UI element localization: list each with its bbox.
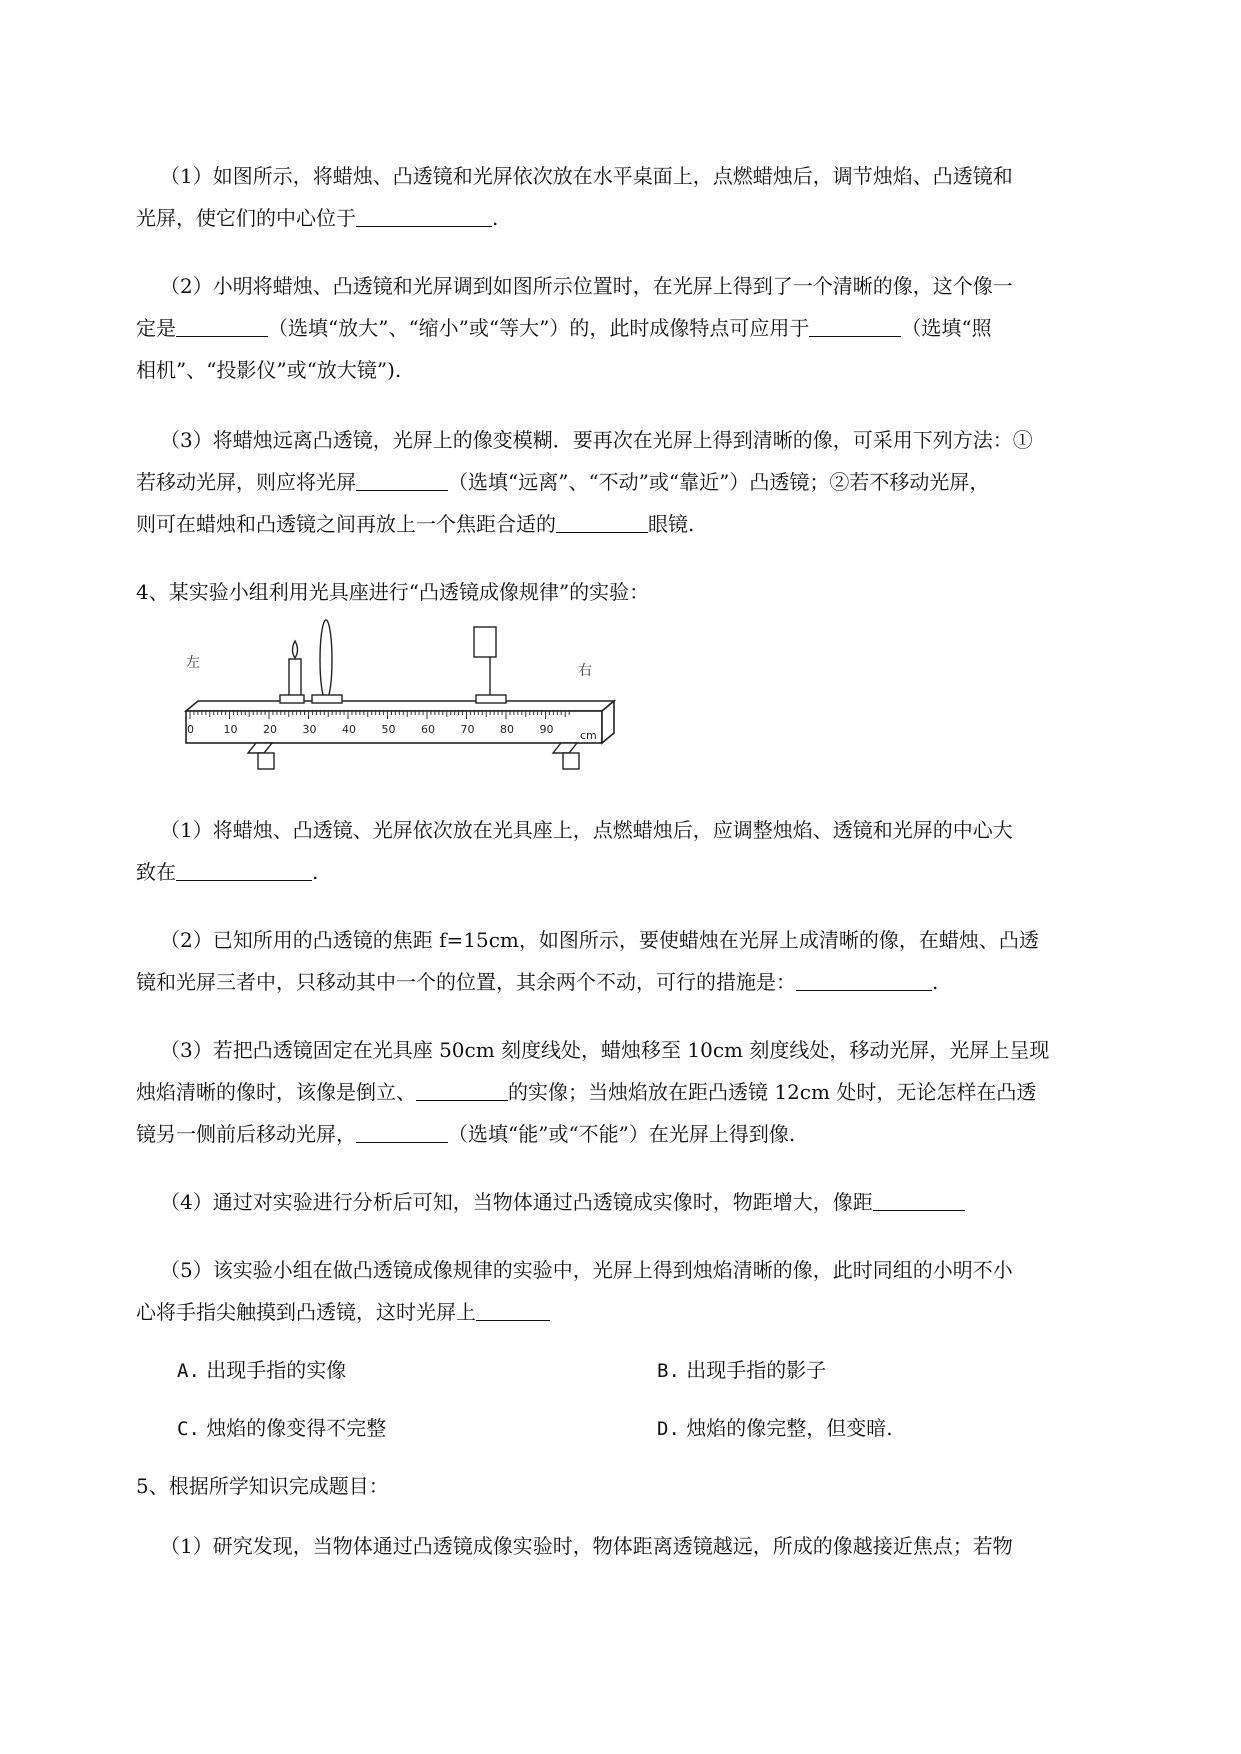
q3-part3-line1: （3）将蜡烛远离凸透镜，光屏上的像变模糊．要再次在光屏上得到清晰的像，可采用下列方法：① <box>160 428 1033 452</box>
q3-part2-line2: 定是 （选填“放大”、“缩小”或“等大”）的，此时成像特点可应用于 （选填“照 <box>136 316 992 340</box>
answer-blank[interactable] <box>476 1300 550 1321</box>
option-a[interactable]: A. 出现手指的实像 <box>177 1358 347 1382</box>
q4-p4-line1: （4）通过对实验进行分析后可知，当物体通过凸透镜成实像时，物距增大，像距 <box>160 1186 965 1208</box>
q4-p3-line1: （3）若把凸透镜固定在光具座 50cm 刻度线处，蜡烛移至 10cm 刻度线处，移动光屏，光屏上呈现 <box>160 1038 1050 1062</box>
scale-label: 60 <box>421 723 435 736</box>
left-label: 左 <box>186 655 200 671</box>
answer-blank[interactable] <box>416 1080 508 1101</box>
q3-part3-line3: 则可在蜡烛和凸透镜之间再放上一个焦距合适的 眼镜. <box>136 512 695 536</box>
option-c[interactable]: C. 烛焰的像变得不完整 <box>177 1416 387 1440</box>
scale-label: 0 <box>187 723 194 736</box>
answer-blank[interactable] <box>356 1122 448 1143</box>
answer-blank[interactable] <box>796 970 932 991</box>
q4-p1-line2: 致在 . <box>136 860 319 884</box>
q3-part2-line1: （2）小明将蜡烛、凸透镜和光屏调到如图所示位置时，在光屏上得到了一个清晰的像，这个像一 <box>160 274 1013 298</box>
screen <box>474 627 506 703</box>
answer-blank[interactable] <box>356 470 448 491</box>
lens <box>312 620 342 703</box>
scale-label: 30 <box>302 723 317 736</box>
scale-label: 40 <box>342 723 356 736</box>
unit-label: cm <box>580 729 597 742</box>
q5-title: 5、根据所学知识完成题目： <box>136 1474 389 1498</box>
scale-label: 80 <box>500 723 514 736</box>
answer-blank[interactable] <box>356 206 492 227</box>
answer-blank[interactable] <box>176 860 312 881</box>
q3-part1-line2: 光屏，使它们的中心位于 . <box>136 206 499 230</box>
bench-legs <box>248 743 579 769</box>
scale-label: 70 <box>460 723 475 736</box>
scale-label: 90 <box>539 723 554 736</box>
scale-label: 10 <box>223 723 238 736</box>
q3-part3-line2: 若移动光屏，则应将光屏 （选填“远离”、“不动”或“靠近”）凸透镜；②若不移动光屏， <box>136 470 990 494</box>
q4-p5-line1: （5）该实验小组在做凸透镜成像规律的实验中，光屏上得到烛焰清晰的像，此时同组的小明不小 <box>160 1258 1013 1282</box>
option-d[interactable]: D. 烛焰的像完整，但变暗. <box>657 1416 893 1440</box>
scale-label: 20 <box>263 723 277 736</box>
scale-label: 50 <box>381 723 396 736</box>
answer-blank[interactable] <box>176 316 268 337</box>
q4-p3-line2: 烛焰清晰的像时，该像是倒立、 的实像；当烛焰放在距凸透镜 12cm 处时，无论怎样在凸透 <box>136 1080 1037 1104</box>
q4-p5-line2: 心将手指尖触摸到凸透镜，这时光屏上 <box>136 1296 550 1318</box>
q4-p3-line3: 镜另一侧前后移动光屏， （选填“能”或“不能”）在光屏上得到像. <box>136 1122 796 1146</box>
optical-bench-figure <box>176 615 616 770</box>
right-label: 右 <box>578 663 592 679</box>
q5-p1-line1: （1）研究发现，当物体通过凸透镜成像实验时，物体距离透镜越远，所成的像越接近焦点；若物 <box>160 1534 1013 1558</box>
option-b[interactable]: B. 出现手指的影子 <box>657 1358 827 1382</box>
q4-p1-line1: （1）将蜡烛、凸透镜、光屏依次放在光具座上，点燃蜡烛后，应调整烛焰、透镜和光屏的中心大 <box>160 818 1013 842</box>
candle <box>280 641 304 703</box>
q4-p2-line2: 镜和光屏三者中，只移动其中一个的位置，其余两个不动，可行的措施是： . <box>136 970 939 994</box>
bench-rail <box>186 701 614 743</box>
q4-title: 4、某实验小组利用光具座进行“凸透镜成像规律”的实验： <box>136 580 650 604</box>
q4-p2-line1: （2）已知所用的凸透镜的焦距 f=15cm，如图所示，要使蜡烛在光屏上成清晰的像，在蜡烛、凸透 <box>160 928 1039 952</box>
q3-part1-line1: （1）如图所示，将蜡烛、凸透镜和光屏依次放在水平桌面上，点燃蜡烛后，调节烛焰、凸透镜和 <box>160 164 1013 188</box>
answer-blank[interactable] <box>809 316 901 337</box>
answer-blank[interactable] <box>873 1190 965 1211</box>
answer-blank[interactable] <box>556 512 648 533</box>
q3-part2-line3: 相机”、“投影仪”或“放大镜”). <box>136 358 402 382</box>
